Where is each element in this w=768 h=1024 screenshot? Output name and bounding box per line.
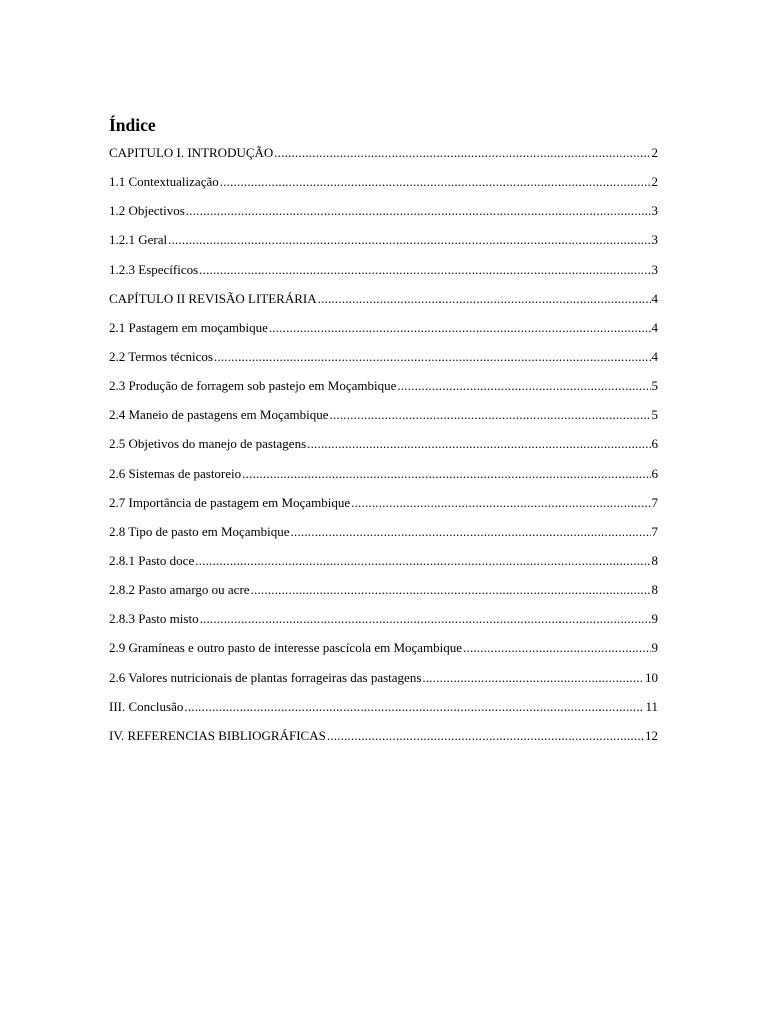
toc-entry-page-number: 7 (651, 494, 658, 510)
dot-leader (397, 376, 650, 396)
dot-leader (251, 580, 651, 600)
toc-entry[interactable] (109, 638, 658, 667)
toc-entry-page-number: 3 (651, 232, 658, 248)
toc-entry-label: 2.2 Termos técnicos (109, 348, 213, 364)
toc-entry-label: 2.8.1 Pasto doce (109, 552, 195, 568)
dot-leader (195, 551, 650, 571)
toc-entry-page-number: 9 (651, 611, 658, 627)
toc-entry-label: 2.4 Maneio de pastagens em Moçambique (109, 407, 329, 423)
toc-entry-label: 2.9 Gramíneas e outro pasto de interesse pascícola em Moçambique (109, 640, 463, 656)
dot-leader (184, 697, 644, 717)
dot-leader (318, 289, 651, 309)
toc-entry[interactable] (109, 609, 658, 638)
toc-entry-page-number: 10 (645, 669, 658, 685)
toc-entry-page-number: 3 (651, 203, 658, 219)
toc-entry[interactable] (109, 464, 658, 493)
dot-leader (242, 464, 650, 484)
toc-entry[interactable] (109, 434, 658, 463)
toc-entry-label: 2.6 Sistemas de pastoreio (109, 465, 242, 481)
toc-title: Índice (109, 115, 156, 135)
toc-entry-page-number: 4 (651, 290, 658, 306)
toc-entry-label: 2.8 Tipo de pasto em Moçambique (109, 523, 290, 539)
toc-entry[interactable] (109, 726, 658, 755)
toc-entry-label: 2.8.2 Pasto amargo ou acre (109, 582, 250, 598)
toc-entry[interactable] (109, 522, 658, 551)
toc-entry-page-number: 12 (645, 727, 658, 743)
dot-leader (422, 668, 644, 688)
toc-entry-page-number: 2 (651, 174, 658, 190)
dot-leader (200, 609, 651, 629)
toc-entry[interactable] (109, 260, 658, 289)
dot-leader (307, 434, 650, 454)
toc-entry[interactable] (109, 230, 658, 259)
toc-entry[interactable] (109, 143, 658, 172)
toc-entry[interactable] (109, 289, 658, 318)
toc-entry-label: 2.8.3 Pasto misto (109, 611, 199, 627)
toc-entry-page-number: 6 (651, 436, 658, 452)
toc-entry-label: 2.1 Pastagem em moçambique (109, 319, 268, 335)
toc-entry-label: 2.5 Objetivos do manejo de pastagens (109, 436, 307, 452)
toc-entry-page-number: 8 (651, 582, 658, 598)
toc-entry[interactable] (109, 172, 658, 201)
toc-entry-page-number: 11 (645, 698, 658, 714)
toc-entry-label: IV. REFERENCIAS BIBLIOGRÁFICAS (109, 727, 326, 743)
toc-entry-page-number: 7 (651, 523, 658, 539)
toc-entry-label: 1.2.3 Específicos (109, 261, 199, 277)
dot-leader (186, 201, 651, 221)
toc-entry-page-number: 9 (651, 640, 658, 656)
toc-entry-page-number: 3 (651, 261, 658, 277)
toc-entry-page-number: 4 (651, 348, 658, 364)
dot-leader (327, 726, 644, 746)
toc-entry-label: 2.6 Valores nutricionais de plantas forrageiras das pastagens (109, 669, 422, 685)
toc-entry-label: CAPÍTULO II REVISÃO LITERÁRIA (109, 290, 317, 306)
toc-entry[interactable] (109, 376, 658, 405)
dot-leader (220, 172, 651, 192)
dot-leader (351, 493, 650, 513)
dot-leader (199, 260, 650, 280)
toc-entry-page-number: 4 (651, 319, 658, 335)
toc-entry-page-number: 8 (651, 552, 658, 568)
dot-leader (214, 347, 651, 367)
dot-leader (291, 522, 651, 542)
dot-leader (463, 638, 650, 658)
toc-entry-label: 2.3 Produção de forragem sob pastejo em Moçambique (109, 378, 397, 394)
toc-entry[interactable] (109, 668, 658, 697)
toc-entry[interactable] (109, 405, 658, 434)
dot-leader (168, 230, 650, 250)
toc-entry-label: 2.7 Importância de pastagem em Moçambique (109, 494, 351, 510)
toc-entry-page-number: 5 (651, 378, 658, 394)
toc-entry-label: CAPITULO I. INTRODUÇÃO (109, 145, 274, 160)
toc-entry[interactable] (109, 551, 658, 580)
toc-entry-label: III. Conclusão (109, 698, 184, 714)
toc-entry-page-number: 2 (651, 145, 658, 160)
dot-leader (269, 318, 651, 338)
toc-entry[interactable] (109, 580, 658, 609)
toc-entry-label: 1.2.1 Geral (109, 232, 168, 248)
dot-leader (274, 143, 650, 163)
toc-entry-page-number: 5 (651, 407, 658, 423)
toc-entry-label: 1.1 Contextualização (109, 174, 219, 190)
toc-entry[interactable] (109, 201, 658, 230)
dot-leader (330, 405, 651, 425)
toc-entry-page-number: 6 (651, 465, 658, 481)
toc-entry-label: 1.2 Objectivos (109, 203, 185, 219)
toc-entry[interactable] (109, 697, 658, 726)
toc-entry[interactable] (109, 318, 658, 347)
table-of-contents (109, 143, 658, 755)
toc-entry[interactable] (109, 493, 658, 522)
toc-entry[interactable] (109, 347, 658, 376)
